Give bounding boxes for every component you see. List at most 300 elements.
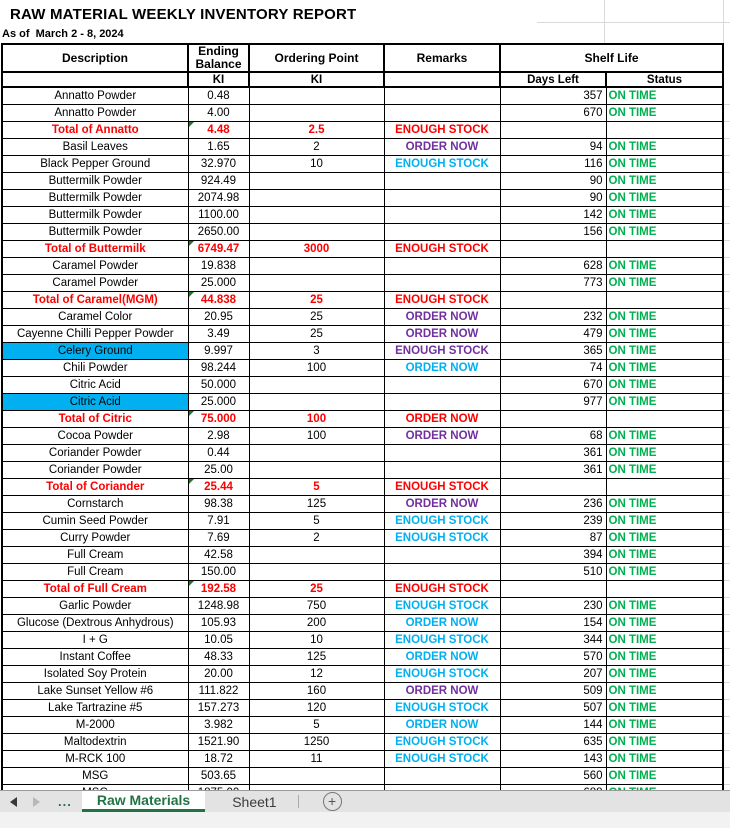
cell-ordering-point[interactable]: 120 xyxy=(249,699,384,716)
cell-status[interactable]: ON TIME xyxy=(606,359,723,376)
cell-description[interactable]: Total of Caramel(MGM) xyxy=(2,291,188,308)
cell-description[interactable]: Total of Coriander xyxy=(2,478,188,495)
cell-remarks[interactable]: ENOUGH STOCK xyxy=(384,155,500,172)
cell-description[interactable]: Annatto Powder xyxy=(2,87,188,104)
inventory-row xyxy=(2,665,723,682)
inventory-row xyxy=(2,87,723,104)
cell-description[interactable]: Total of Citric xyxy=(2,410,188,427)
cell-status[interactable]: ON TIME xyxy=(606,597,723,614)
cell-days-left[interactable] xyxy=(500,121,606,138)
inventory-row xyxy=(2,376,723,393)
cell-status[interactable]: ON TIME xyxy=(606,155,723,172)
cell-ordering-point[interactable]: 5 xyxy=(249,512,384,529)
cell-ending-balance[interactable]: 3.982 xyxy=(188,716,249,733)
cell-status[interactable]: ON TIME xyxy=(606,87,723,104)
cell-description[interactable]: Coriander Powder xyxy=(2,461,188,478)
cell-days-left[interactable]: 68 xyxy=(500,427,606,444)
cell-description[interactable]: Basil Leaves xyxy=(2,138,188,155)
cell-remarks[interactable]: ORDER NOW xyxy=(384,308,500,325)
inventory-row xyxy=(2,393,723,410)
cell-days-left[interactable]: 394 xyxy=(500,546,606,563)
cell-days-left[interactable]: 156 xyxy=(500,223,606,240)
cell-description[interactable]: Cayenne Chilli Pepper Powder xyxy=(2,325,188,342)
cell-description[interactable]: Full Cream xyxy=(2,546,188,563)
cell-ending-balance[interactable]: 98.38 xyxy=(188,495,249,512)
cell-status[interactable]: ON TIME xyxy=(606,223,723,240)
header-ordering-point-unit[interactable]: KI xyxy=(249,72,384,87)
cell-ending-balance[interactable]: 25.00 xyxy=(188,461,249,478)
cell-days-left[interactable]: 510 xyxy=(500,563,606,580)
cell-ordering-point[interactable] xyxy=(249,257,384,274)
cell-days-left[interactable]: 773 xyxy=(500,274,606,291)
cell-days-left[interactable]: 144 xyxy=(500,716,606,733)
cell-ordering-point[interactable] xyxy=(249,393,384,410)
header-ordering-point[interactable]: Ordering Point xyxy=(249,44,384,72)
cell-remarks[interactable] xyxy=(384,444,500,461)
cell-description[interactable]: Celery Ground xyxy=(2,342,188,359)
cell-remarks[interactable]: ENOUGH STOCK xyxy=(384,512,500,529)
cell-status[interactable] xyxy=(606,580,723,597)
cell-ending-balance[interactable]: 111.822 xyxy=(188,682,249,699)
cell-description[interactable]: Buttermilk Powder xyxy=(2,172,188,189)
inventory-row xyxy=(2,342,723,359)
cell-ending-balance[interactable]: 48.33 xyxy=(188,648,249,665)
cell-description[interactable]: Lake Sunset Yellow #6 xyxy=(2,682,188,699)
sheet-more-ellipsis[interactable]: ... xyxy=(58,794,72,809)
cell-status[interactable] xyxy=(606,410,723,427)
cell-ordering-point[interactable]: 25 xyxy=(249,308,384,325)
cell-days-left[interactable]: 154 xyxy=(500,614,606,631)
cell-ordering-point[interactable]: 2 xyxy=(249,138,384,155)
cell-ending-balance[interactable]: 0.48 xyxy=(188,87,249,104)
cell-ordering-point[interactable] xyxy=(249,189,384,206)
cell-ending-balance[interactable]: 18.72 xyxy=(188,750,249,767)
cell-description[interactable]: Cocoa Powder xyxy=(2,427,188,444)
cell-description[interactable]: Citric Acid xyxy=(2,393,188,410)
cell-days-left[interactable]: 507 xyxy=(500,699,606,716)
cell-status[interactable]: ON TIME xyxy=(606,257,723,274)
formula-flag-icon xyxy=(189,581,194,586)
cell-ordering-point[interactable]: 11 xyxy=(249,750,384,767)
tab-sheet1[interactable] xyxy=(217,791,291,812)
total-row xyxy=(2,580,723,597)
cell-days-left[interactable]: 361 xyxy=(500,444,606,461)
sheet-nav-right-icon[interactable] xyxy=(33,797,40,807)
header-remarks-unit[interactable] xyxy=(384,72,500,87)
cell-remarks[interactable]: ENOUGH STOCK xyxy=(384,597,500,614)
cell-remarks[interactable]: ORDER NOW xyxy=(384,138,500,155)
cell-ending-balance[interactable]: 9.997 xyxy=(188,342,249,359)
header-ending-balance[interactable]: Ending Balance xyxy=(188,44,249,72)
header-status[interactable]: Status xyxy=(606,72,723,87)
cell-description[interactable]: Full Cream xyxy=(2,563,188,580)
cell-remarks[interactable] xyxy=(384,257,500,274)
cell-ending-balance[interactable]: 192.58 xyxy=(188,580,249,597)
cell-remarks[interactable]: ENOUGH STOCK xyxy=(384,121,500,138)
cell-ending-balance[interactable]: 75.000 xyxy=(188,410,249,427)
cell-description[interactable]: Lake Tartrazine #5 xyxy=(2,699,188,716)
cell-description[interactable]: Glucose (Dextrous Anhydrous) xyxy=(2,614,188,631)
inventory-table xyxy=(1,43,724,802)
inventory-row xyxy=(2,308,723,325)
cell-remarks[interactable] xyxy=(384,274,500,291)
cell-days-left[interactable]: 143 xyxy=(500,750,606,767)
cell-ordering-point[interactable]: 750 xyxy=(249,597,384,614)
cell-ending-balance[interactable]: 2650.00 xyxy=(188,223,249,240)
cell-remarks[interactable]: ENOUGH STOCK xyxy=(384,342,500,359)
total-row xyxy=(2,291,723,308)
cell-days-left[interactable] xyxy=(500,291,606,308)
header-days-left[interactable]: Days Left xyxy=(500,72,606,87)
cell-days-left[interactable]: 509 xyxy=(500,682,606,699)
cell-remarks[interactable]: ENOUGH STOCK xyxy=(384,580,500,597)
cell-remarks[interactable]: ORDER NOW xyxy=(384,614,500,631)
cell-ending-balance[interactable]: 10.05 xyxy=(188,631,249,648)
cell-ordering-point[interactable]: 5 xyxy=(249,478,384,495)
cell-ordering-point[interactable]: 10 xyxy=(249,155,384,172)
cell-status[interactable] xyxy=(606,478,723,495)
cell-ending-balance[interactable]: 3.49 xyxy=(188,325,249,342)
cell-status[interactable]: ON TIME xyxy=(606,529,723,546)
cell-ordering-point[interactable] xyxy=(249,274,384,291)
cell-status[interactable]: ON TIME xyxy=(606,461,723,478)
cell-ending-balance[interactable]: 4.48 xyxy=(188,121,249,138)
cell-ending-balance[interactable]: 32.970 xyxy=(188,155,249,172)
cell-ending-balance[interactable]: 50.000 xyxy=(188,376,249,393)
cell-status[interactable]: ON TIME xyxy=(606,631,723,648)
cell-ordering-point[interactable]: 10 xyxy=(249,631,384,648)
cell-description[interactable]: Buttermilk Powder xyxy=(2,223,188,240)
cell-ending-balance[interactable]: 1521.90 xyxy=(188,733,249,750)
cell-status[interactable]: ON TIME xyxy=(606,512,723,529)
inventory-row xyxy=(2,104,723,121)
cell-ordering-point[interactable]: 100 xyxy=(249,410,384,427)
cell-remarks[interactable]: ORDER NOW xyxy=(384,410,500,427)
cell-ordering-point[interactable] xyxy=(249,461,384,478)
cell-ordering-point[interactable] xyxy=(249,444,384,461)
cell-ordering-point[interactable]: 160 xyxy=(249,682,384,699)
cell-ending-balance[interactable]: 503.65 xyxy=(188,767,249,784)
cell-status[interactable]: ON TIME xyxy=(606,189,723,206)
cell-ordering-point[interactable]: 100 xyxy=(249,427,384,444)
cell-ending-balance[interactable]: 105.93 xyxy=(188,614,249,631)
tab-sheet1-label: Sheet1 xyxy=(232,793,277,810)
cell-ending-balance[interactable]: 7.91 xyxy=(188,512,249,529)
cell-status[interactable]: ON TIME xyxy=(606,495,723,512)
cell-status[interactable]: ON TIME xyxy=(606,325,723,342)
cell-days-left[interactable]: 357 xyxy=(500,87,606,104)
cell-description[interactable]: Cumin Seed Powder xyxy=(2,512,188,529)
cell-days-left[interactable]: 142 xyxy=(500,206,606,223)
cell-description[interactable]: Coriander Powder xyxy=(2,444,188,461)
cell-ordering-point[interactable] xyxy=(249,206,384,223)
cell-ending-balance[interactable]: 25.44 xyxy=(188,478,249,495)
cell-status[interactable]: ON TIME xyxy=(606,427,723,444)
cell-description[interactable]: I + G xyxy=(2,631,188,648)
cell-ending-balance[interactable]: 44.838 xyxy=(188,291,249,308)
cell-remarks[interactable]: ORDER NOW xyxy=(384,325,500,342)
add-sheet-button[interactable] xyxy=(323,792,342,811)
cell-remarks[interactable] xyxy=(384,393,500,410)
cell-ending-balance[interactable]: 7.69 xyxy=(188,529,249,546)
inventory-row xyxy=(2,444,723,461)
cell-days-left[interactable]: 670 xyxy=(500,376,606,393)
cell-ending-balance[interactable]: 924.49 xyxy=(188,172,249,189)
cell-status[interactable]: ON TIME xyxy=(606,648,723,665)
cell-days-left[interactable] xyxy=(500,580,606,597)
cell-days-left[interactable]: 628 xyxy=(500,257,606,274)
cell-description[interactable]: M-RCK 100 xyxy=(2,750,188,767)
cell-ordering-point[interactable]: 100 xyxy=(249,359,384,376)
cell-description[interactable]: Garlic Powder xyxy=(2,597,188,614)
inventory-row xyxy=(2,648,723,665)
cell-ending-balance[interactable]: 1248.98 xyxy=(188,597,249,614)
cell-status[interactable]: ON TIME xyxy=(606,665,723,682)
cell-remarks[interactable]: ENOUGH STOCK xyxy=(384,478,500,495)
cell-remarks[interactable] xyxy=(384,104,500,121)
cell-remarks[interactable]: ENOUGH STOCK xyxy=(384,291,500,308)
inventory-row xyxy=(2,223,723,240)
cell-ordering-point[interactable]: 200 xyxy=(249,614,384,631)
cell-days-left[interactable]: 74 xyxy=(500,359,606,376)
cell-description[interactable]: Citric Acid xyxy=(2,376,188,393)
cell-description[interactable]: Instant Coffee xyxy=(2,648,188,665)
cell-days-left[interactable]: 344 xyxy=(500,631,606,648)
cell-description[interactable]: Total of Buttermilk xyxy=(2,240,188,257)
inventory-row xyxy=(2,614,723,631)
inventory-row xyxy=(2,733,723,750)
plus-icon: + xyxy=(323,792,342,811)
cell-ordering-point[interactable] xyxy=(249,546,384,563)
cell-description[interactable]: Cornstarch xyxy=(2,495,188,512)
cell-status[interactable]: ON TIME xyxy=(606,716,723,733)
cell-ending-balance[interactable]: 1100.00 xyxy=(188,206,249,223)
cell-remarks[interactable] xyxy=(384,189,500,206)
cell-ordering-point[interactable]: 25 xyxy=(249,291,384,308)
cell-status[interactable]: ON TIME xyxy=(606,767,723,784)
tab-raw-materials[interactable] xyxy=(82,791,205,812)
inventory-row xyxy=(2,716,723,733)
cell-status[interactable] xyxy=(606,240,723,257)
cell-remarks[interactable]: ORDER NOW xyxy=(384,427,500,444)
inventory-row xyxy=(2,325,723,342)
cell-remarks[interactable] xyxy=(384,461,500,478)
sheet-tab-bar xyxy=(0,790,730,812)
cell-status[interactable]: ON TIME xyxy=(606,138,723,155)
cell-description[interactable]: Total of Full Cream xyxy=(2,580,188,597)
cell-remarks[interactable] xyxy=(384,223,500,240)
header-description-unit[interactable] xyxy=(2,72,188,87)
inventory-row xyxy=(2,189,723,206)
cell-remarks[interactable]: ORDER NOW xyxy=(384,716,500,733)
cell-status[interactable]: ON TIME xyxy=(606,393,723,410)
cell-ending-balance[interactable]: 1.65 xyxy=(188,138,249,155)
cell-description[interactable]: Caramel Powder xyxy=(2,274,188,291)
cell-days-left[interactable]: 239 xyxy=(500,512,606,529)
header-shelf-life[interactable]: Shelf Life xyxy=(500,44,723,72)
cell-ordering-point[interactable] xyxy=(249,104,384,121)
inventory-row xyxy=(2,427,723,444)
cell-remarks[interactable] xyxy=(384,563,500,580)
header-remarks[interactable]: Remarks xyxy=(384,44,500,72)
cell-ordering-point[interactable] xyxy=(249,172,384,189)
cell-ordering-point[interactable] xyxy=(249,376,384,393)
cell-remarks[interactable]: ORDER NOW xyxy=(384,682,500,699)
cell-ending-balance[interactable]: 98.244 xyxy=(188,359,249,376)
cell-ending-balance[interactable]: 20.00 xyxy=(188,665,249,682)
cell-ordering-point[interactable] xyxy=(249,767,384,784)
cell-ordering-point[interactable]: 3000 xyxy=(249,240,384,257)
inventory-row xyxy=(2,699,723,716)
cell-remarks[interactable]: ENOUGH STOCK xyxy=(384,733,500,750)
cell-ending-balance[interactable]: 6749.47 xyxy=(188,240,249,257)
cell-days-left[interactable]: 365 xyxy=(500,342,606,359)
cell-status[interactable]: ON TIME xyxy=(606,206,723,223)
cell-description[interactable]: Chili Powder xyxy=(2,359,188,376)
cell-remarks[interactable]: ENOUGH STOCK xyxy=(384,665,500,682)
cell-ordering-point[interactable]: 1250 xyxy=(249,733,384,750)
cell-ending-balance[interactable]: 2.98 xyxy=(188,427,249,444)
cell-days-left[interactable]: 361 xyxy=(500,461,606,478)
cell-description[interactable]: Isolated Soy Protein xyxy=(2,665,188,682)
cell-status[interactable]: ON TIME xyxy=(606,563,723,580)
cell-remarks[interactable]: ENOUGH STOCK xyxy=(384,699,500,716)
cell-remarks[interactable] xyxy=(384,206,500,223)
cell-remarks[interactable] xyxy=(384,546,500,563)
cell-status[interactable]: ON TIME xyxy=(606,342,723,359)
cell-ending-balance[interactable]: 19.838 xyxy=(188,257,249,274)
cell-days-left[interactable]: 116 xyxy=(500,155,606,172)
inventory-row xyxy=(2,138,723,155)
cell-status[interactable]: ON TIME xyxy=(606,750,723,767)
cell-days-left[interactable]: 479 xyxy=(500,325,606,342)
inventory-row xyxy=(2,155,723,172)
header-description[interactable]: Description xyxy=(2,44,188,72)
cell-status[interactable]: ON TIME xyxy=(606,682,723,699)
cell-description[interactable]: Maltodextrin xyxy=(2,733,188,750)
cell-status[interactable]: ON TIME xyxy=(606,308,723,325)
cell-days-left[interactable]: 670 xyxy=(500,104,606,121)
inventory-row xyxy=(2,631,723,648)
inventory-row xyxy=(2,597,723,614)
cell-days-left[interactable]: 560 xyxy=(500,767,606,784)
cell-status[interactable]: ON TIME xyxy=(606,172,723,189)
cell-description[interactable]: MSG xyxy=(2,767,188,784)
cell-ordering-point[interactable]: 2 xyxy=(249,529,384,546)
formula-flag-icon xyxy=(189,122,194,127)
cell-description[interactable]: Caramel Powder xyxy=(2,257,188,274)
cell-remarks[interactable]: ORDER NOW xyxy=(384,359,500,376)
cell-ending-balance[interactable]: 4.00 xyxy=(188,104,249,121)
cell-days-left[interactable]: 90 xyxy=(500,189,606,206)
cell-days-left[interactable]: 230 xyxy=(500,597,606,614)
cell-days-left[interactable]: 570 xyxy=(500,648,606,665)
inventory-header xyxy=(2,44,723,87)
formula-flag-icon xyxy=(189,411,194,416)
cell-days-left[interactable] xyxy=(500,410,606,427)
inventory-row xyxy=(2,512,723,529)
cell-remarks[interactable]: ENOUGH STOCK xyxy=(384,750,500,767)
cell-ending-balance[interactable]: 2074.98 xyxy=(188,189,249,206)
cell-description[interactable]: M-2000 xyxy=(2,716,188,733)
cell-ending-balance[interactable]: 157.273 xyxy=(188,699,249,716)
cell-status[interactable]: ON TIME xyxy=(606,104,723,121)
formula-flag-icon xyxy=(189,292,194,297)
cell-ending-balance[interactable]: 25.000 xyxy=(188,274,249,291)
cell-remarks[interactable] xyxy=(384,376,500,393)
total-row xyxy=(2,478,723,495)
cell-ordering-point[interactable] xyxy=(249,223,384,240)
cell-ending-balance[interactable]: 42.58 xyxy=(188,546,249,563)
cell-ordering-point[interactable]: 125 xyxy=(249,648,384,665)
cell-status[interactable]: ON TIME xyxy=(606,614,723,631)
cell-ordering-point[interactable]: 12 xyxy=(249,665,384,682)
cell-status[interactable]: ON TIME xyxy=(606,444,723,461)
cell-remarks[interactable]: ENOUGH STOCK xyxy=(384,240,500,257)
cell-status[interactable] xyxy=(606,121,723,138)
report-as-of-date: As of March 2 - 8, 2024 xyxy=(2,28,124,40)
cell-days-left[interactable] xyxy=(500,478,606,495)
cell-remarks[interactable]: ENOUGH STOCK xyxy=(384,631,500,648)
inventory-row xyxy=(2,206,723,223)
cell-remarks[interactable]: ORDER NOW xyxy=(384,495,500,512)
cell-ordering-point[interactable]: 25 xyxy=(249,325,384,342)
cell-ordering-point[interactable]: 5 xyxy=(249,716,384,733)
header-ending-balance-unit[interactable]: KI xyxy=(188,72,249,87)
cell-remarks[interactable] xyxy=(384,172,500,189)
cell-description[interactable]: Buttermilk Powder xyxy=(2,189,188,206)
cell-description[interactable]: Curry Powder xyxy=(2,529,188,546)
cell-status[interactable]: ON TIME xyxy=(606,699,723,716)
cell-days-left[interactable]: 90 xyxy=(500,172,606,189)
cell-days-left[interactable]: 236 xyxy=(500,495,606,512)
cell-days-left[interactable]: 94 xyxy=(500,138,606,155)
cell-ending-balance[interactable]: 150.00 xyxy=(188,563,249,580)
cell-remarks[interactable]: ENOUGH STOCK xyxy=(384,529,500,546)
cell-ordering-point[interactable] xyxy=(249,87,384,104)
cell-ordering-point[interactable]: 3 xyxy=(249,342,384,359)
cell-status[interactable]: ON TIME xyxy=(606,274,723,291)
cell-ending-balance[interactable]: 25.000 xyxy=(188,393,249,410)
cell-days-left[interactable] xyxy=(500,240,606,257)
cell-ordering-point[interactable] xyxy=(249,563,384,580)
cell-remarks[interactable] xyxy=(384,767,500,784)
cell-ending-balance[interactable]: 20.95 xyxy=(188,308,249,325)
cell-description[interactable]: Annatto Powder xyxy=(2,104,188,121)
cell-status[interactable] xyxy=(606,291,723,308)
cell-days-left[interactable]: 207 xyxy=(500,665,606,682)
cell-ending-balance[interactable]: 0.44 xyxy=(188,444,249,461)
inventory-row xyxy=(2,546,723,563)
cell-days-left[interactable]: 87 xyxy=(500,529,606,546)
cell-description[interactable]: Buttermilk Powder xyxy=(2,206,188,223)
cell-status[interactable]: ON TIME xyxy=(606,733,723,750)
cell-days-left[interactable]: 977 xyxy=(500,393,606,410)
cell-ordering-point[interactable]: 125 xyxy=(249,495,384,512)
cell-ordering-point[interactable]: 2.5 xyxy=(249,121,384,138)
cell-description[interactable]: Caramel Color xyxy=(2,308,188,325)
cell-ordering-point[interactable]: 25 xyxy=(249,580,384,597)
cell-days-left[interactable]: 635 xyxy=(500,733,606,750)
cell-description[interactable]: Black Pepper Ground xyxy=(2,155,188,172)
cell-description[interactable]: Total of Annatto xyxy=(2,121,188,138)
cell-remarks[interactable] xyxy=(384,87,500,104)
cell-days-left[interactable]: 232 xyxy=(500,308,606,325)
sheet-nav-left-icon[interactable] xyxy=(10,797,17,807)
cell-status[interactable]: ON TIME xyxy=(606,376,723,393)
cell-status[interactable]: ON TIME xyxy=(606,546,723,563)
cell-remarks[interactable]: ORDER NOW xyxy=(384,648,500,665)
